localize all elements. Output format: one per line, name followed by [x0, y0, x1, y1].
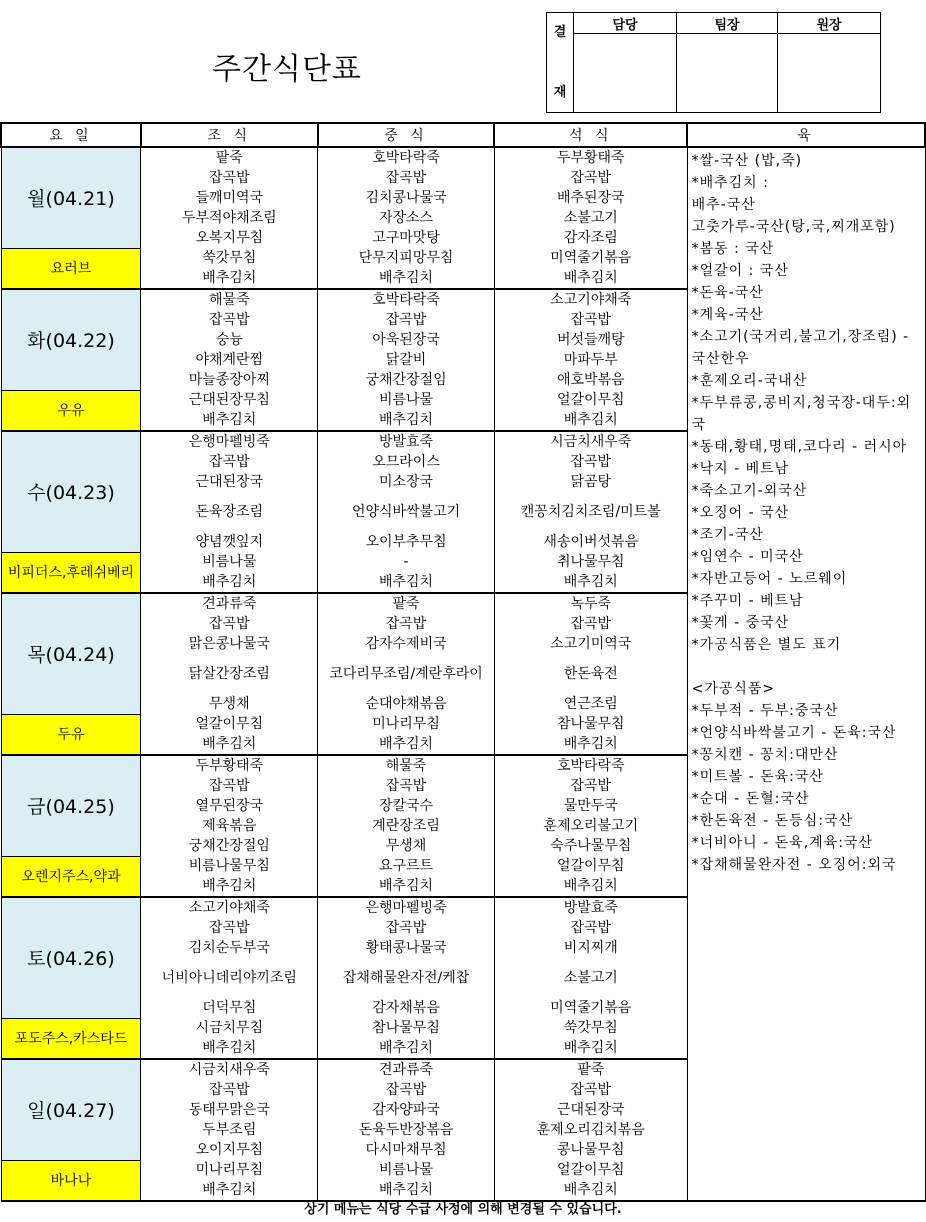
- dinner-item: 배추김치: [494, 876, 687, 897]
- dinner-item: 소불고기: [494, 208, 687, 228]
- lunch-item: 미소장국: [318, 472, 495, 492]
- dinner-item: 미역줄기볶음: [494, 998, 687, 1018]
- dinner-item: 배추김치: [494, 572, 687, 593]
- dinner-item: 얼갈이무침: [494, 390, 687, 410]
- day-label: 목(04.24): [1, 593, 141, 714]
- origin-line: *순대 - 돈혈:국산: [691, 791, 810, 807]
- origin-line: *언양식바싹불고기 - 돈육:국산: [691, 725, 897, 741]
- dinner-item: 배추김치: [494, 410, 687, 431]
- origin-line: *주꾸미 - 베트남: [691, 593, 804, 609]
- origin-line: *계육-국산: [691, 307, 764, 323]
- breakfast-item: 마늘종장아찌: [141, 370, 318, 390]
- lunch-item: 해물죽: [318, 755, 495, 776]
- lunch-item: 김치콩나물국: [318, 188, 495, 208]
- dinner-item: 애호박볶음: [494, 370, 687, 390]
- lunch-item: 잡곡밥: [318, 776, 495, 796]
- lunch-item: 미나리무침: [318, 714, 495, 734]
- lunch-item: 잡곡밥: [318, 168, 495, 188]
- dinner-item: 얼갈이무침: [494, 856, 687, 876]
- lunch-item: 장칼국수: [318, 796, 495, 816]
- footer-note: 상기 메뉴는 식당 수급 사정에 의해 변경될 수 있습니다.: [304, 1202, 622, 1217]
- breakfast-item: 잡곡밥: [141, 614, 318, 634]
- dinner-item: 배추김치: [494, 1038, 687, 1059]
- dinner-item: 숙주나물무침: [494, 836, 687, 856]
- origin-line: *조기-국산: [691, 527, 764, 543]
- breakfast-item: 두부적야채조림: [141, 208, 318, 228]
- day-label: 토(04.26): [1, 897, 141, 1018]
- origin-line: *동태,황태,명태,코다리 - 러시아: [691, 439, 908, 455]
- day-label: 화(04.22): [1, 289, 141, 390]
- dinner-item: 잡곡밥: [494, 168, 687, 188]
- dinner-item: 쑥갓무침: [494, 1018, 687, 1038]
- breakfast-item: 비름나물: [141, 552, 318, 572]
- breakfast-item: 야채계란찜: [141, 350, 318, 370]
- table-row: [1, 147, 925, 168]
- dinner-item: 소불고기: [494, 958, 687, 998]
- breakfast-item: 오복지무침: [141, 228, 318, 248]
- origin-line: *미트볼 - 돈육:국산: [691, 769, 824, 785]
- menu-table: [0, 122, 926, 1202]
- dinner-item: 버섯들깨탕: [494, 330, 687, 350]
- breakfast-item: 쑥갓무침: [141, 248, 318, 268]
- breakfast-item: 닭살간장조림: [141, 654, 318, 694]
- dinner-item: 콩나물무침: [494, 1140, 687, 1160]
- breakfast-item: 해물죽: [141, 289, 318, 310]
- breakfast-item: 돈육장조림: [141, 492, 318, 532]
- snack-label: 두유: [1, 714, 141, 755]
- lunch-item: 닭갈비: [318, 350, 495, 370]
- origin-line: *임연수 - 미국산: [691, 549, 804, 565]
- breakfast-item: 배추김치: [141, 572, 318, 593]
- breakfast-item: 잡곡밥: [141, 168, 318, 188]
- dinner-item: 잡곡밥: [494, 918, 687, 938]
- breakfast-item: 제육볶음: [141, 816, 318, 836]
- day-label: 월(04.21): [1, 147, 141, 248]
- breakfast-item: 열무된장국: [141, 796, 318, 816]
- lunch-item: 배추김치: [318, 268, 495, 289]
- menu-header-row: [1, 123, 925, 147]
- breakfast-item: 배추김치: [141, 410, 318, 431]
- breakfast-item: 김치순두부국: [141, 938, 318, 958]
- dinner-item: 소고기야채죽: [494, 289, 687, 310]
- lunch-item: 참나물무침: [318, 1018, 495, 1038]
- lunch-item: 잡곡밥: [318, 1080, 495, 1100]
- snack-label: 우유: [1, 390, 141, 431]
- breakfast-item: 양념깻잎지: [141, 532, 318, 552]
- dinner-item: 얼갈이무침: [494, 1160, 687, 1180]
- lunch-item: 비름나물: [318, 390, 495, 410]
- origin-line: *꽁치캔 - 꽁치:대만산: [691, 747, 839, 763]
- lunch-item: 언양식바싹불고기: [318, 492, 495, 532]
- breakfast-item: 배추김치: [141, 1180, 318, 1201]
- dinner-item: 훈제오리김치볶음: [494, 1120, 687, 1140]
- origin-line: *쌀-국산 (밥,죽): [691, 153, 803, 169]
- dinner-item: 감자조림: [494, 228, 687, 248]
- col-header-dinner: 석 식: [494, 123, 687, 147]
- snack-label: 바나나: [1, 1160, 141, 1201]
- dinner-item: 방발효죽: [494, 897, 687, 918]
- lunch-item: 비름나물: [318, 1160, 495, 1180]
- approval-side-1: 결: [553, 24, 567, 40]
- origin-line: *자반고등어 - 노르웨이: [691, 571, 848, 587]
- lunch-item: 고구마맛탕: [318, 228, 495, 248]
- lunch-item: 배추김치: [318, 1180, 495, 1201]
- dinner-item: 잡곡밥: [494, 776, 687, 796]
- breakfast-item: 숭늉: [141, 330, 318, 350]
- approval-box: [546, 12, 881, 113]
- breakfast-item: 배추김치: [141, 734, 318, 755]
- lunch-item: 오이부추무침: [318, 532, 495, 552]
- breakfast-item: 견과류죽: [141, 593, 318, 614]
- breakfast-item: 팥죽: [141, 147, 318, 168]
- lunch-item: 계란장조림: [318, 816, 495, 836]
- breakfast-item: 궁채간장절임: [141, 836, 318, 856]
- breakfast-item: 소고기야채죽: [141, 897, 318, 918]
- menu-body: [1, 147, 925, 1201]
- dinner-item: 호박타락죽: [494, 755, 687, 776]
- dinner-item: 녹두죽: [494, 593, 687, 614]
- breakfast-item: 근대된장국: [141, 472, 318, 492]
- lunch-item: 감자양파국: [318, 1100, 495, 1120]
- origin-line: *배추김치 :: [691, 175, 769, 191]
- day-label: 수(04.23): [1, 431, 141, 552]
- dinner-item: 시금치새우죽: [494, 431, 687, 452]
- origin-line: 배추-국산: [691, 197, 756, 213]
- breakfast-item: 들깨미역국: [141, 188, 318, 208]
- lunch-item: 배추김치: [318, 876, 495, 897]
- lunch-item: 순대야채볶음: [318, 694, 495, 714]
- origin-line: 고춧가루-국산(탕,국,찌개포함): [691, 219, 896, 235]
- lunch-item: 아욱된장국: [318, 330, 495, 350]
- lunch-item: 단무지피망무침: [318, 248, 495, 268]
- dinner-item: 캔꽁치김치조림/미트볼: [494, 492, 687, 532]
- lunch-item: 호박타락죽: [318, 147, 495, 168]
- day-label: 금(04.25): [1, 755, 141, 856]
- snack-label: 포도주스,카스타드: [1, 1018, 141, 1059]
- dinner-item: 연근조림: [494, 694, 687, 714]
- lunch-item: -: [318, 552, 495, 572]
- breakfast-item: 은행마펠빙죽: [141, 431, 318, 452]
- snack-label: 오렌지주스,약과: [1, 856, 141, 897]
- approval-header-manager: 담당: [574, 13, 677, 34]
- breakfast-item: 잡곡밥: [141, 918, 318, 938]
- breakfast-item: 배추김치: [141, 268, 318, 289]
- dinner-item: 취나물무침: [494, 552, 687, 572]
- lunch-item: 배추김치: [318, 1038, 495, 1059]
- lunch-item: 방발효죽: [318, 431, 495, 452]
- dinner-item: 한돈육전: [494, 654, 687, 694]
- breakfast-item: 동태무맑은국: [141, 1100, 318, 1120]
- page-title: 주간식단표: [212, 52, 362, 87]
- lunch-item: 배추김치: [318, 572, 495, 593]
- origin-line: *너비아니 - 돈육,계육:국산: [691, 835, 873, 851]
- dinner-item: 소고기미역국: [494, 634, 687, 654]
- origin-line: *훈제오리-국내산: [691, 373, 808, 389]
- dinner-item: 두부황태죽: [494, 147, 687, 168]
- lunch-item: 자장소스: [318, 208, 495, 228]
- breakfast-item: 너비아니데리야끼조림: [141, 958, 318, 998]
- breakfast-item: 얼갈이무침: [141, 714, 318, 734]
- breakfast-item: 잡곡밥: [141, 1080, 318, 1100]
- dinner-item: 근대된장국: [494, 1100, 687, 1120]
- origin-line: *두부류콩,콩비지,청국장-대두:외국: [691, 395, 912, 433]
- origin-line: *가공식품은 별도 표기: [691, 637, 842, 653]
- breakfast-item: 맑은콩나물국: [141, 634, 318, 654]
- breakfast-item: 더덕무침: [141, 998, 318, 1018]
- approval-header-director: 원장: [778, 13, 881, 34]
- origin-line: <가공식품>: [691, 681, 776, 697]
- lunch-item: 다시마채무침: [318, 1140, 495, 1160]
- breakfast-item: 잡곡밥: [141, 310, 318, 330]
- breakfast-item: 잡곡밥: [141, 776, 318, 796]
- lunch-item: 오므라이스: [318, 452, 495, 472]
- breakfast-item: 미나리무침: [141, 1160, 318, 1180]
- approval-sign-team-lead[interactable]: [677, 34, 778, 113]
- breakfast-item: 시금치새우죽: [141, 1059, 318, 1080]
- dinner-item: 닭곰탕: [494, 472, 687, 492]
- lunch-item: 팥죽: [318, 593, 495, 614]
- dinner-item: 잡곡밥: [494, 310, 687, 330]
- breakfast-item: 배추김치: [141, 1038, 318, 1059]
- col-header-origin: 육: [687, 123, 925, 147]
- breakfast-item: 무생채: [141, 694, 318, 714]
- dinner-item: 비지찌개: [494, 938, 687, 958]
- lunch-item: 궁채간장절임: [318, 370, 495, 390]
- origin-line: *오징어 - 국산: [691, 505, 790, 521]
- breakfast-item: 시금치무침: [141, 1018, 318, 1038]
- lunch-item: 감자채볶음: [318, 998, 495, 1018]
- lunch-item: 요구르트: [318, 856, 495, 876]
- breakfast-item: 오이지무침: [141, 1140, 318, 1160]
- lunch-item: 무생채: [318, 836, 495, 856]
- origin-info: [687, 147, 925, 1201]
- origin-line: *낙지 - 베트남: [691, 461, 790, 477]
- dinner-item: 훈제오리불고기: [494, 816, 687, 836]
- snack-label: 비피더스,후레쉬베리: [1, 552, 141, 593]
- dinner-item: 팥죽: [494, 1059, 687, 1080]
- origin-line: *죽소고기-외국산: [691, 483, 808, 499]
- lunch-item: 잡채해물완자전/케찹: [318, 958, 495, 998]
- col-header-breakfast: 조 식: [141, 123, 318, 147]
- origin-line: *얼갈이 : 국산: [691, 263, 789, 279]
- dinner-item: 배추김치: [494, 268, 687, 289]
- lunch-item: 코다리무조림/계란후라이: [318, 654, 495, 694]
- dinner-item: 잡곡밥: [494, 452, 687, 472]
- dinner-item: 마파두부: [494, 350, 687, 370]
- dinner-item: 배추김치: [494, 1180, 687, 1201]
- dinner-item: 배추된장국: [494, 188, 687, 208]
- lunch-item: 잡곡밥: [318, 310, 495, 330]
- dinner-item: 물만두국: [494, 796, 687, 816]
- breakfast-item: 비름나물무침: [141, 856, 318, 876]
- lunch-item: 견과류죽: [318, 1059, 495, 1080]
- snack-label: 요러브: [1, 248, 141, 289]
- dinner-item: 새송이버섯볶음: [494, 532, 687, 552]
- breakfast-item: 두부황태죽: [141, 755, 318, 776]
- origin-line: *소고기(국거리,불고기,장조림) -국산한우: [691, 329, 910, 367]
- lunch-item: 은행마펠빙죽: [318, 897, 495, 918]
- lunch-item: 잡곡밥: [318, 918, 495, 938]
- origin-line: *돈육-국산: [691, 285, 764, 301]
- breakfast-item: 근대된장무침: [141, 390, 318, 410]
- approval-side-label: [547, 13, 574, 113]
- dinner-item: 미역줄기볶음: [494, 248, 687, 268]
- lunch-item: 호박타락죽: [318, 289, 495, 310]
- col-header-day: 요 일: [1, 123, 141, 147]
- lunch-item: 배추김치: [318, 410, 495, 431]
- lunch-item: 잡곡밥: [318, 614, 495, 634]
- approval-sign-manager[interactable]: [574, 34, 677, 113]
- origin-line: *꽃게 - 중국산: [691, 615, 790, 631]
- lunch-item: 돈육두반장볶음: [318, 1120, 495, 1140]
- origin-line: [692, 656, 921, 678]
- col-header-lunch: 중 식: [318, 123, 495, 147]
- lunch-item: 황태콩나물국: [318, 938, 495, 958]
- approval-header-team-lead: 팀장: [677, 13, 778, 34]
- approval-sign-director[interactable]: [778, 34, 881, 113]
- dinner-item: 배추김치: [494, 734, 687, 755]
- lunch-item: 감자수제비국: [318, 634, 495, 654]
- breakfast-item: 잡곡밥: [141, 452, 318, 472]
- day-label: 일(04.27): [1, 1059, 141, 1160]
- breakfast-item: 두부조림: [141, 1120, 318, 1140]
- origin-line: *한돈육전 - 돈등심:국산: [691, 813, 853, 829]
- approval-side-2: 재: [553, 84, 567, 100]
- origin-line: *봄동 : 국산: [691, 241, 775, 257]
- origin-line: *두부적 - 두부:중국산: [691, 703, 839, 719]
- origin-line: *잡채해물완자전 - 오징어:외국: [691, 857, 897, 873]
- dinner-item: 참나물무침: [494, 714, 687, 734]
- dinner-item: 잡곡밥: [494, 1080, 687, 1100]
- breakfast-item: 배추김치: [141, 876, 318, 897]
- lunch-item: 배추김치: [318, 734, 495, 755]
- dinner-item: 잡곡밥: [494, 614, 687, 634]
